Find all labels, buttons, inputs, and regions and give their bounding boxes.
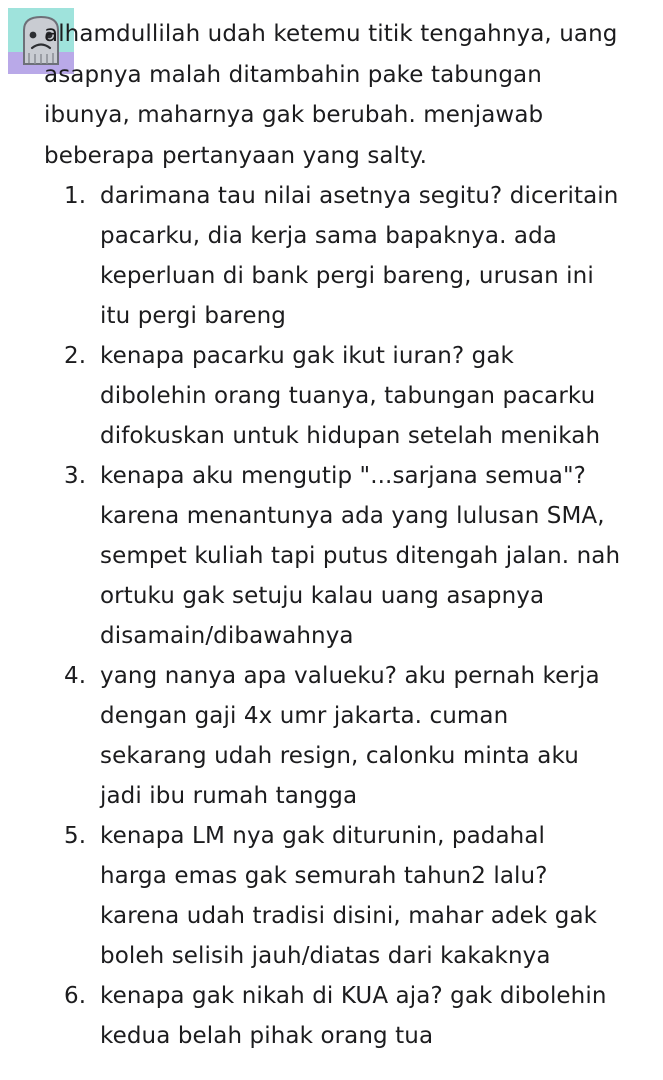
list-item-line: kenapa pacarku gak ikut iuran? gak [100,343,514,369]
list-item-line: darimana tau nilai asetnya segitu? diceritain [100,183,619,209]
list-item-line: itu pergi bareng [100,303,286,329]
list-item-line: dengan gaji 4x umr jakarta. cuman [100,703,509,729]
list-item-number: 4. [64,663,87,689]
list-item-line: boleh selisih jauh/diatas dari kakaknya [100,943,551,969]
intro-line: beberapa pertanyaan yang salty. [44,142,428,169]
list-item-line: yang nanya apa valueku? aku pernah kerja [100,663,600,689]
intro-line: asapnya malah ditambahin pake tabungan [44,61,542,88]
list-item-number: 3. [64,463,87,489]
list-item-line: kenapa aku mengutip "...sarjana semua"? [100,463,586,489]
list-item [44,816,644,976]
list-item-line: dibolehin orang tuanya, tabungan pacarku [100,383,596,409]
intro-line: ibunya, maharnya gak berubah. menjawab [44,102,544,128]
list-item-line: harga emas gak semurah tahun2 lalu? [100,863,548,889]
list-item [44,176,644,336]
qa-list [44,176,644,1056]
list-item [44,656,644,816]
list-item-number: 2. [64,343,87,369]
sticker-left-eye [30,32,37,39]
list-item-line: karena menantunya ada yang lulusan SMA, [100,503,605,529]
list-item-line: disamain/dibawahnya [100,623,354,649]
list-item-line: karena udah tradisi disini, mahar adek gak [100,903,598,929]
list-item-line: keperluan di bank pergi bareng, urusan ini [100,263,594,289]
list-item-line: ortuku gak setuju kalau uang asapnya [100,583,545,609]
list-item-number: 1. [64,183,87,209]
list-item-line: sempet kuliah tapi putus ditengah jalan. nah [100,543,621,569]
list-item [44,976,644,1056]
list-item-line: jadi ibu rumah tangga [100,783,358,809]
intro-line: alhamdullilah udah ketemu titik tengahnya, uang [44,21,618,47]
list-item-line: kedua belah pihak orang tua [100,1023,434,1049]
list-item-line: sekarang udah resign, calonku minta aku [100,743,579,769]
list-item-number: 5. [64,823,87,849]
list-item-line: difokuskan untuk hidupan setelah menikah [100,423,601,449]
list-item [44,336,644,456]
list-item-line: pacarku, dia kerja sama bapaknya. ada [100,223,557,249]
list-item-line: kenapa LM nya gak diturunin, padahal [100,823,546,849]
list-item [44,456,644,656]
intro-paragraph [44,14,644,176]
list-item-number: 6. [64,983,87,1009]
list-item-line: kenapa gak nikah di KUA aja? gak dibolehin [100,983,607,1009]
